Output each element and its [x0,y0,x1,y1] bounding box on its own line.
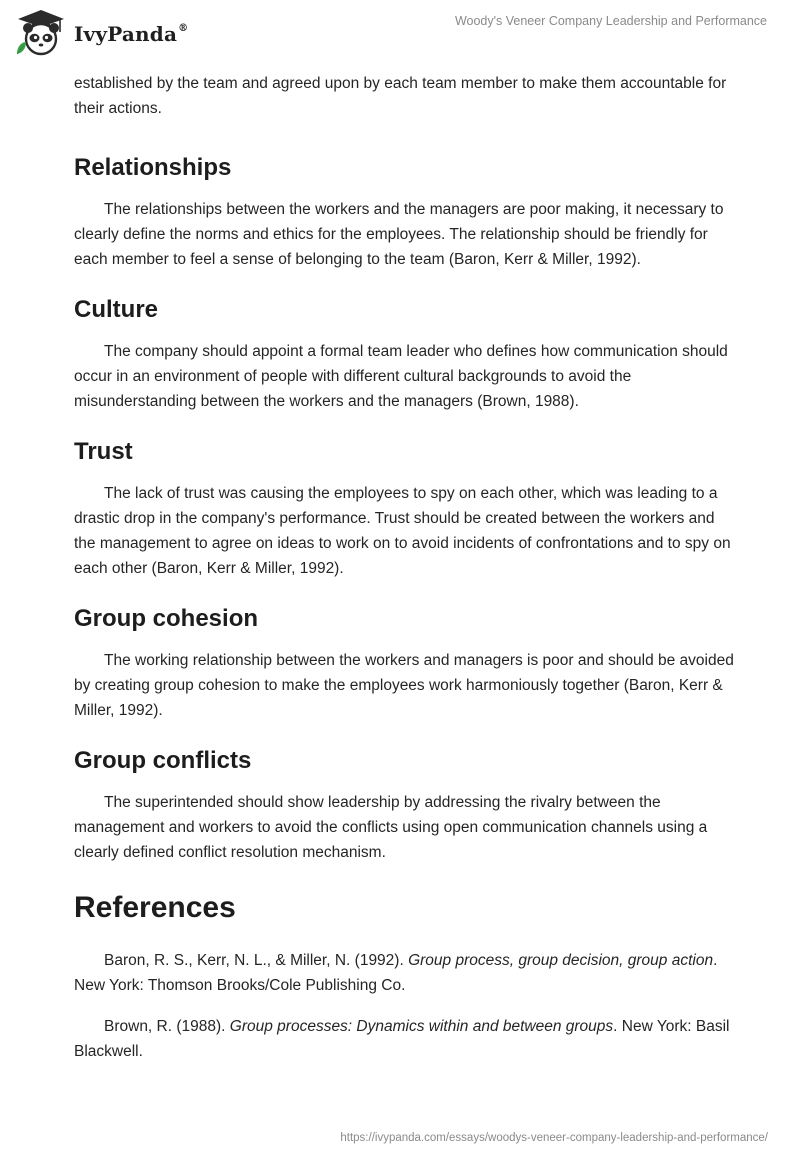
section-heading-relationships: Relationships [74,154,232,181]
section-body-culture: The company should appoint a formal team leader who defines how communication should occur in an environment of people with different cultural backgrounds to avoid the misunderstanding between the workers and the managers (Brown, 1988). [74,343,728,410]
brand-name: IvyPanda® [74,22,189,46]
section-body-group-conflicts: The superintended should show leadership by addressing the rivalry between the management and workers to avoid the conflicts using open communication channels using a clearly defined conflict resolution mechanism. [74,794,708,861]
references-heading: References [74,891,236,924]
section-body-relationships: The relationships between the workers and the managers are poor making, it necessary to clearly define the norms and ethics for the employees. The relationship should be friendly for each member to feel a sense of belonging to the team (Baron, Kerr & Miller, 1992). [74,201,724,268]
section-body-group-cohesion: The working relationship between the workers and managers is poor and should be avoided by creating group cohesion to make the employees work harmoniously together (Baron, Kerr & Miller, 1992). [74,652,734,719]
reference-authors: Baron, R. S., Kerr, N. L., & Miller, N. (1992). [104,952,409,969]
essay-body [74,71,734,1064]
reference-publisher: . New York: Thomson Brooks/Cole Publishing Co. [74,952,718,994]
section-heading-culture: Culture [74,296,158,323]
brand-logo[interactable] [14,8,188,58]
section-heading-group-cohesion: Group cohesion [74,605,259,632]
reference-entry [74,948,734,998]
intro-paragraph: established by the team and agreed upon by each team member to make them accountable for their actions. [74,75,727,117]
section-heading-trust: Trust [74,438,133,465]
reference-title: Group process, group decision, group action [408,952,714,969]
section-body-trust: The lack of trust was causing the employees to spy on each other, which was leading to a drastic drop in the company's performance. Trust should be created between the workers and the management to agree on ideas to work on to avoid incidents of confrontations and to spy on each other (Baron, Kerr & Miller, 1992). [74,485,731,577]
reference-entry [74,1014,734,1064]
panda-graduate-icon [14,8,68,58]
page-header [0,0,800,62]
reference-title: Group processes: Dynamics within and between groups [229,1018,614,1035]
reference-authors: Brown, R. (1988). [104,1018,230,1035]
source-url-link[interactable]: https://ivypanda.com/essays/woodys-veneer-company-leadership-and-performance/ [340,1132,768,1144]
document-title: Woody's Veneer Company Leadership and Performance [454,14,767,28]
section-heading-group-conflicts: Group conflicts [74,747,252,774]
reference-publisher: . New York: Basil Blackwell. [74,1018,730,1060]
registered-mark: ® [178,23,189,35]
